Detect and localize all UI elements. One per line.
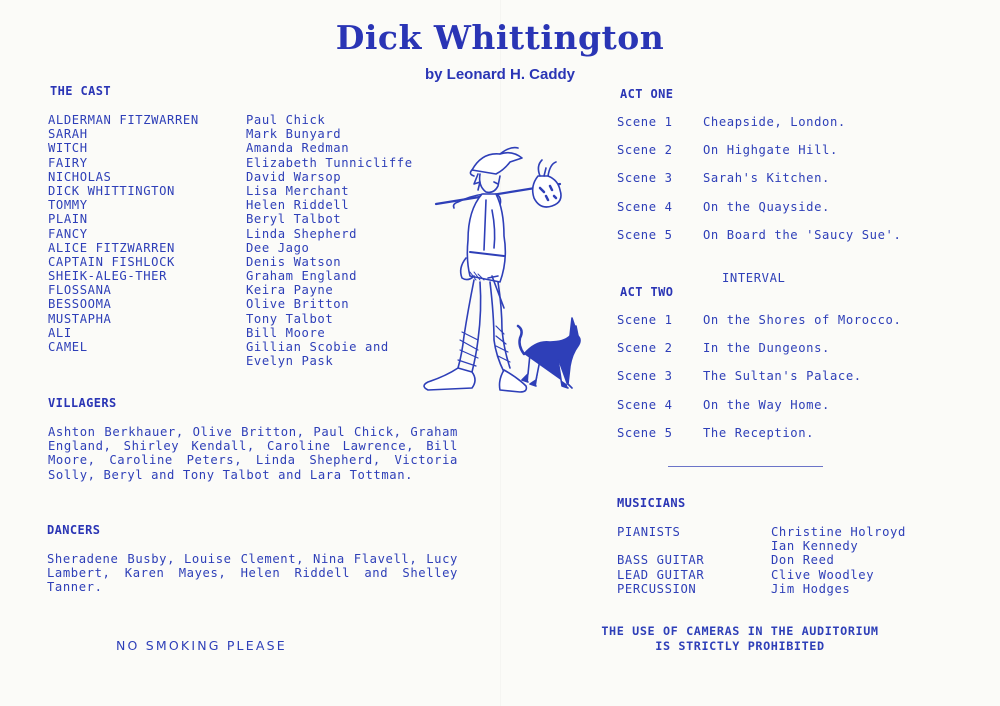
cast-role: FANCY: [48, 226, 88, 241]
cast-actor: Keira Payne: [246, 283, 334, 298]
cast-role: ALDERMAN FITZWARREN: [48, 113, 199, 127]
scene-title: Cheapside, London.: [703, 115, 846, 129]
dancers-heading: DANCERS: [47, 523, 101, 537]
scene-number: Scene 4: [617, 398, 673, 412]
cast-actor: Linda Shepherd: [246, 226, 358, 241]
musician-row: [617, 525, 906, 539]
scene-number: Scene 4: [617, 200, 673, 214]
cast-actor: Gillian Scobie and: [246, 340, 389, 354]
musician-row: [617, 553, 906, 567]
act-one-heading: ACT ONE: [620, 87, 674, 101]
cast-role: CAMEL: [48, 340, 88, 354]
cameras-notice-line1: THE USE OF CAMERAS IN THE AUDITORIUM: [601, 624, 879, 638]
scene-title: The Sultan's Palace.: [703, 369, 862, 383]
player: Clive Woodley: [771, 567, 875, 582]
scene-number: Scene 3: [617, 171, 673, 185]
instrument: PIANISTS: [617, 525, 681, 539]
cast-role: CAPTAIN FISHLOCK: [48, 254, 175, 269]
dancers-text: Sheradene Busby, Louise Clement, Nina Flavell, Lucy Lambert, Karen Mayes, Helen Riddell and Shelley Tanner.: [47, 552, 458, 595]
cast-role: MUSTAPHA: [48, 311, 112, 326]
cast-actor: Elizabeth Tunnicliffe: [246, 155, 413, 170]
instrument: BASS GUITAR: [617, 553, 705, 568]
cast-actor: Beryl Talbot: [246, 212, 342, 227]
cast-role: DICK WHITTINGTON: [48, 183, 175, 198]
cast-role: ALI: [48, 325, 72, 340]
act-two-scene: [617, 369, 862, 385]
cast-role: [48, 354, 199, 368]
musician-row: [617, 582, 906, 596]
scene-title: The Reception.: [703, 426, 815, 440]
cast-actor: Evelyn Pask: [246, 354, 334, 369]
musicians-heading: MUSICIANS: [617, 496, 686, 510]
cameras-notice-line2: IS STRICTLY PROHIBITED: [655, 638, 825, 653]
divider-line: [668, 466, 823, 467]
scene-number: Scene 2: [617, 143, 673, 157]
act-one-scene: [617, 171, 830, 187]
cast-actor: Bill Moore: [246, 325, 326, 340]
act-two-scene: [617, 341, 830, 357]
cast-actor: Graham England: [246, 269, 358, 284]
act-one-scene: [617, 143, 838, 159]
scene-number: Scene 3: [617, 369, 673, 383]
act-one-scene: [617, 115, 846, 131]
player: Don Reed: [771, 553, 835, 568]
dick-whittington-with-cat-illustration: [400, 140, 600, 402]
cast-actor: Lisa Merchant: [246, 183, 350, 198]
instrument: PERCUSSION: [617, 581, 697, 596]
author-byline: by Leonard H. Caddy: [424, 66, 576, 83]
cast-actor: Dee Jago: [246, 240, 310, 255]
cast-actor: David Warsop: [246, 169, 342, 184]
scene-number: Scene 1: [617, 313, 673, 327]
cast-actor: Tony Talbot: [246, 311, 334, 326]
villagers-heading: VILLAGERS: [48, 396, 117, 410]
cast-roles-column: [48, 113, 199, 368]
cast-role: NICHOLAS: [48, 169, 112, 184]
cast-actor: Helen Riddell: [246, 198, 350, 213]
act-one-scene: [617, 228, 901, 244]
villagers-text: Ashton Berkhauer, Olive Britton, Paul Chick, Graham England, Shirley Kendall, Caroline Lawrence, Bill Moore, Caroline Peters, Linda Shepherd, Victoria Solly, Beryl and Tony Talbot and Lara Tottman.: [48, 425, 458, 482]
cast-role: FAIRY: [48, 155, 88, 170]
act-two-scene: [617, 313, 901, 329]
act-two-scene: [617, 426, 814, 442]
scene-title: On Board the 'Saucy Sue'.: [703, 228, 902, 242]
cast-actor: Denis Watson: [246, 254, 342, 269]
cast-role: FLOSSANA: [48, 283, 112, 298]
musicians-list: [617, 525, 906, 596]
scene-title: On the Way Home.: [703, 398, 830, 412]
cast-role: PLAIN: [48, 212, 88, 227]
scene-title: Sarah's Kitchen.: [703, 171, 830, 185]
cast-role: ALICE FITZWARREN: [48, 240, 175, 255]
player: Ian Kennedy: [771, 539, 859, 554]
no-smoking-notice: NO SMOKING PLEASE: [116, 638, 287, 653]
cast-role: TOMMY: [48, 198, 88, 213]
cast-actor: Paul Chick: [246, 113, 326, 127]
cast-heading: THE CAST: [50, 84, 111, 98]
act-two-scene: [617, 398, 830, 414]
scene-number: Scene 5: [617, 426, 673, 440]
act-one-scene: [617, 200, 830, 216]
cast-role: SARAH: [48, 127, 88, 142]
cast-actors-column: [246, 113, 413, 368]
scene-number: Scene 5: [617, 228, 673, 242]
cast-role: BESSOOMA: [48, 297, 112, 312]
player: Jim Hodges: [771, 581, 851, 596]
cast-actor: Amanda Redman: [246, 141, 350, 156]
interval-label: INTERVAL: [722, 271, 786, 285]
cast-role: SHEIK-ALEG-THER: [48, 269, 168, 284]
cast-role: WITCH: [48, 141, 88, 156]
page-title: Dick Whittington: [335, 18, 665, 57]
scene-number: Scene 2: [617, 341, 673, 355]
scene-title: On the Shores of Morocco.: [703, 313, 902, 327]
musician-row: [617, 539, 906, 553]
act-two-heading: ACT TWO: [620, 285, 674, 299]
scene-number: Scene 1: [617, 115, 673, 129]
scene-title: On the Quayside.: [703, 200, 830, 214]
scene-title: In the Dungeons.: [703, 341, 830, 355]
cast-actor: Olive Britton: [246, 297, 350, 312]
instrument: LEAD GUITAR: [617, 567, 705, 582]
musician-row: [617, 568, 906, 582]
cameras-notice: [560, 624, 920, 653]
scene-title: On Highgate Hill.: [703, 143, 838, 157]
player: Christine Holroyd: [771, 525, 906, 539]
cast-actor: Mark Bunyard: [246, 127, 342, 142]
